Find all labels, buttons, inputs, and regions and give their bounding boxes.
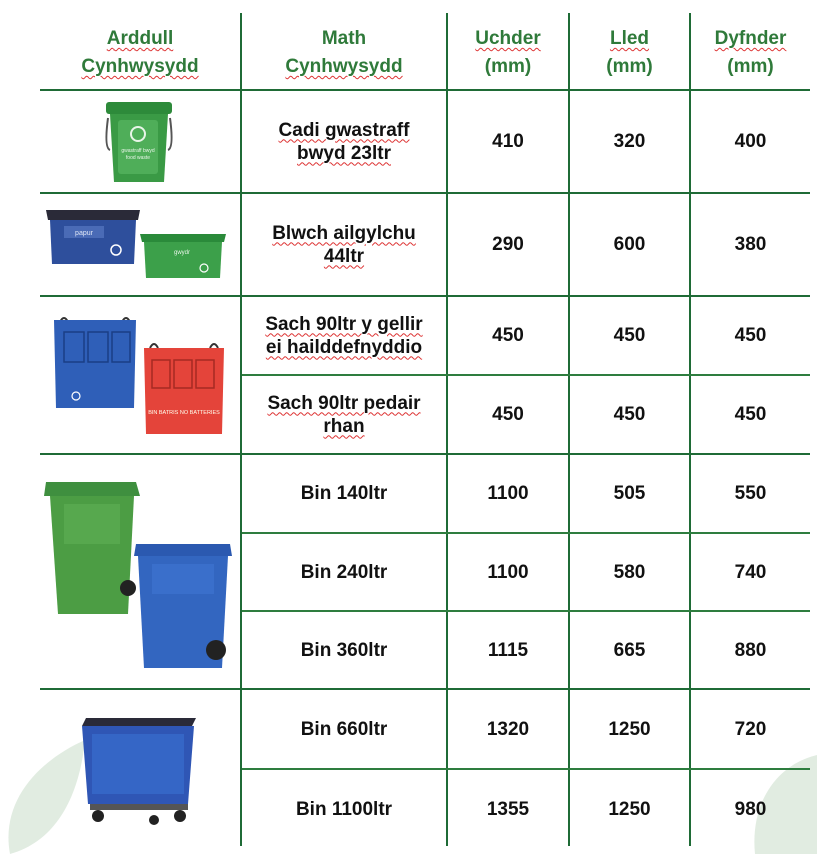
header-container-type: Math Cynhwysydd [285,28,403,77]
food-caddy-image [100,98,178,186]
height-value: 450 [492,325,524,346]
header-height: Uchder (mm) [475,28,541,77]
large-bin-image [76,712,204,826]
height-value: 1100 [487,483,529,504]
svg-text:gwydr: gwydr [173,250,191,256]
container-type: Cadi gwastraff bwyd 23ltr [278,119,410,164]
recycling-boxes-image [44,206,232,282]
wheelie-bins-image [44,474,234,674]
container-type: Bin 660ltr [300,718,388,740]
height-value: 1320 [486,718,530,740]
svg-text:gwastraff bwyd: gwastraff bwyd [121,148,155,154]
container-type: Bin 140ltr [300,483,388,504]
svg-text:food waste: food waste [125,155,151,161]
width-value: 450 [613,404,646,425]
height-value: 290 [492,234,524,255]
width-value: 665 [613,639,646,661]
depth-value: 380 [734,234,767,255]
depth-value: 550 [734,483,767,504]
height-value: 450 [492,404,524,425]
height-value: 1355 [486,798,530,820]
header-width: Lled (mm) [606,28,653,77]
width-value: 505 [613,483,646,504]
depth-value: 740 [734,561,767,583]
height-value: 1100 [487,561,529,583]
width-value: 450 [613,325,646,346]
width-value: 1250 [608,718,651,740]
container-type: Bin 240ltr [300,561,388,583]
container-type: Bin 1100ltr [295,798,393,820]
width-value: 320 [613,131,646,152]
svg-text:papur: papur [75,230,93,237]
container-type: Bin 360ltr [300,639,388,661]
depth-value: 400 [734,131,767,152]
svg-text:BIN BATRIS NO BATTERIES: BIN BATRIS NO BATTERIES [148,410,220,416]
width-value: 580 [613,561,646,583]
container-type: Sach 90ltr pedair rhan [267,392,421,437]
depth-value: 880 [734,639,767,661]
width-value: 600 [613,234,646,255]
recycling-sacks-image [50,312,228,436]
depth-value: 450 [734,404,767,425]
header-depth: Dyfnder (mm) [714,28,787,77]
depth-value: 980 [734,798,767,820]
height-value: 1115 [487,639,529,661]
container-type: Blwch ailgylchu 44ltr [272,222,416,267]
container-type: Sach 90ltr y gellir ei hailddefnyddio [265,313,423,358]
height-value: 410 [492,131,524,152]
width-value: 1250 [608,798,651,820]
header-container-style: Arddull Cynhwysydd [81,28,199,77]
depth-value: 720 [734,718,767,740]
depth-value: 450 [734,325,767,346]
